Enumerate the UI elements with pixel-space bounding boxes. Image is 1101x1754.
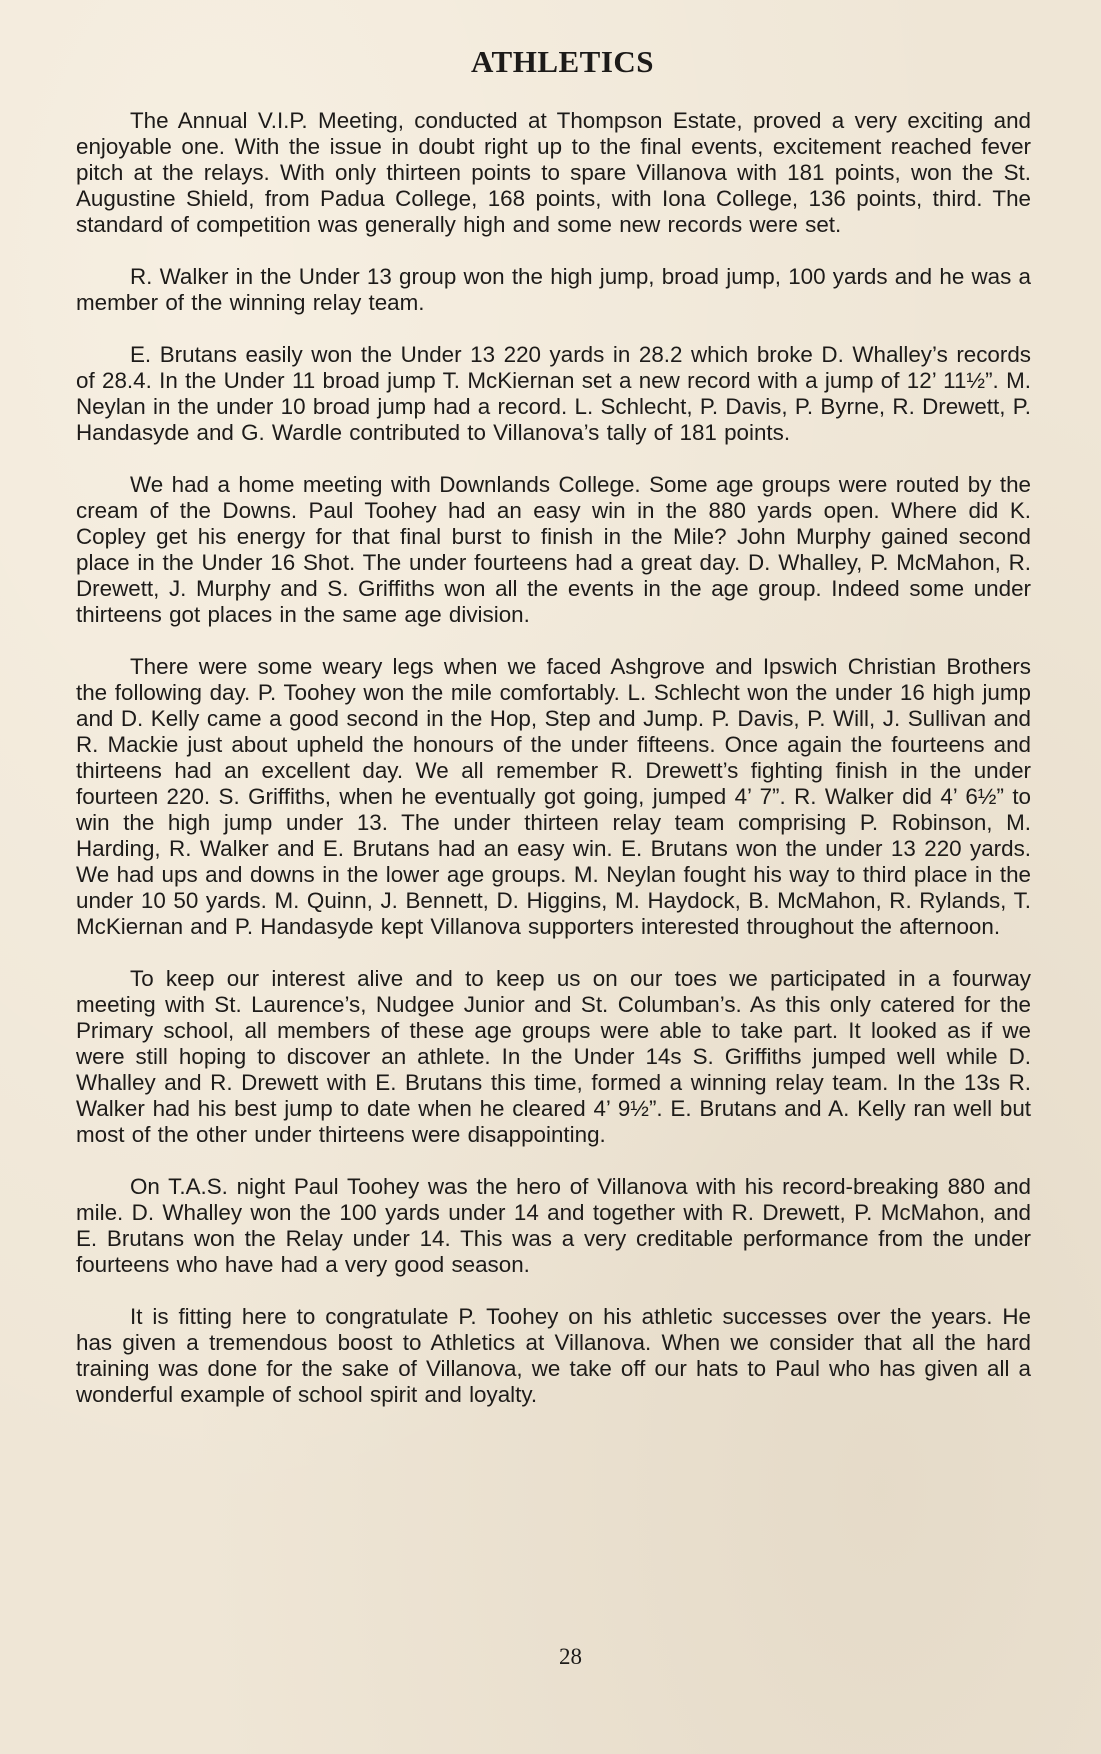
paragraph-vip-meeting: The Annual V.I.P. Meeting, conducted at Thompson Estate, proved a very exciting and enjoyable one. With the issue in doubt right up to the final events, excitement reached fever pitch at the relays. With only thirteen points to spare Villanova with 181 points, won the St. Augustine Shield, from Padua College, 168 points, with Iona College, 136 points, third. The standard of competition was generally high and some new records were set.	[76, 108, 1031, 237]
paragraph-ashgrove-ipswich: There were some weary legs when we faced Ashgrove and Ipswich Christian Brothers the following day. P. Toohey won the mile comfortably. L. Schlecht won the under 16 high jump and D. Kelly came a good second in the Hop, Step and Jump. P. Davis, P. Will, J. Sullivan and R. Mackie just about upheld the honours of the under fifteens. Once again the fourteens and thirteens had an excellent day. We all remember R. Drewett’s fighting finish in the under fourteen 220. S. Griffiths, when he eventually got going, jumped 4’ 7”. R. Walker did 4’ 6½” to win the high jump under 13. The under thirteen relay team comprising P. Robinson, M. Harding, R. Walker and E. Brutans had an easy win. E. Brutans won the under 13 220 yards. We had ups and downs in the lower age groups. M. Neylan fought his way to third place in the under 10 50 yards. M. Quinn, J. Bennett, D. Higgins, M. Haydock, B. McMahon, R. Rylands, T. McKiernan and P. Handasyde kept Villanova supporters interested throughout the afternoon.	[76, 654, 1031, 939]
paragraph-fourway-meeting: To keep our interest alive and to keep us on our toes we participated in a fourway meeting with St. Laurence’s, Nudgee Junior and St. Columban’s. As this only catered for the Primary school, all members of these age groups were able to take part. It looked as if we were still hoping to discover an athlete. In the Under 14s S. Griffiths jumped well while D. Whalley and R. Drewett with E. Brutans this time, formed a winning relay team. In the 13s R. Walker had his best jump to date when he cleared 4’ 9½”. E. Brutans and A. Kelly ran well but most of the other under thirteens were disappointing.	[76, 966, 1031, 1147]
paragraph-downlands: We had a home meeting with Downlands College. Some age groups were routed by the cream of the Downs. Paul Toohey had an easy win in the 880 yards open. Where did K. Copley get his energy for that final burst to finish in the Mile? John Murphy gained second place in the Under 16 Shot. The under fourteens had a great day. D. Whalley, P. McMahon, R. Drewett, J. Murphy and S. Griffiths won all the events in the age group. Indeed some under thirteens got places in the same age division.	[76, 472, 1031, 627]
page-number: 28	[559, 1644, 582, 1669]
paragraph-e-brutans: E. Brutans easily won the Under 13 220 yards in 28.2 which broke D. Whalley’s records of 28.4. In the Under 11 broad jump T. McKiernan set a new record with a jump of 12’ 11½”. M. Neylan in the under 10 broad jump had a record. L. Schlecht, P. Davis, P. Byrne, R. Drewett, P. Handasyde and G. Wardle contributed to Villanova’s tally of 181 points.	[76, 342, 1031, 445]
paragraph-congratulations: It is fitting here to congratulate P. Toohey on his athletic successes over the years. He has given a tremendous boost to Athletics at Villanova. When we consider that all the hard training was done for the sake of Villanova, we take off our hats to Paul who has given all a wonderful example of school spirit and loyalty.	[76, 1304, 1031, 1407]
paragraph-r-walker: R. Walker in the Under 13 group won the high jump, broad jump, 100 yards and he was a member of the winning relay team.	[76, 264, 1031, 315]
page-title: ATHLETICS	[470, 44, 655, 79]
paragraph-tas-night: On T.A.S. night Paul Toohey was the hero of Villanova with his record-breaking 880 and mile. D. Whalley won the 100 yards under 14 and together with R. Drewett, P. McMahon, and E. Brutans won the Relay under 14. This was a very creditable performance from the under fourteens who have had a very good season.	[76, 1174, 1031, 1277]
